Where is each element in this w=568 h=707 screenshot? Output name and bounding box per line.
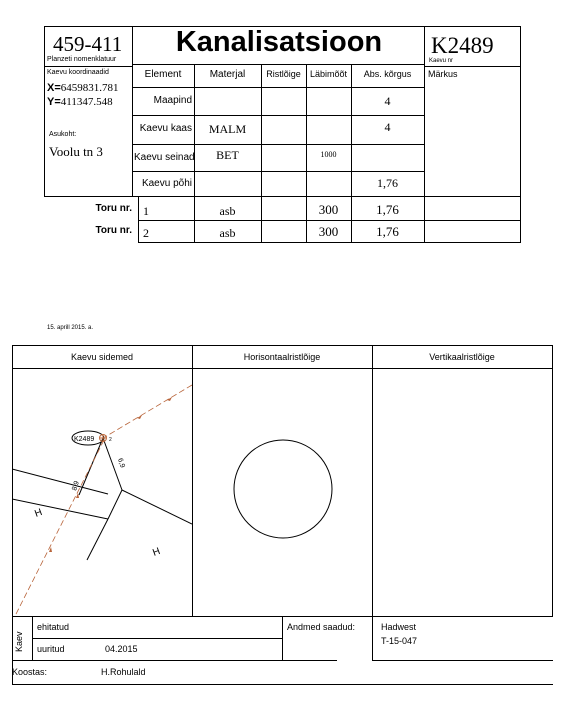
map-nomenclature-caption: Planzeti nomenklatuur bbox=[47, 56, 117, 63]
data-from-label: Andmed saadud: bbox=[287, 622, 356, 632]
built-label: ehitatud bbox=[37, 622, 70, 632]
row-material: MALM bbox=[208, 122, 247, 136]
surveyed-label: uuritud bbox=[37, 644, 65, 654]
dim-right: 6,9 bbox=[116, 457, 126, 469]
row-height: 4 bbox=[384, 120, 391, 134]
pipe-diameter: 300 bbox=[318, 224, 339, 239]
pipe-height: 1,76 bbox=[376, 224, 399, 239]
pipe-height: 1,76 bbox=[376, 202, 399, 217]
surveyed-date: 04.2015 bbox=[105, 644, 138, 654]
row-height: 1,76 bbox=[377, 176, 398, 190]
row-height: 4 bbox=[384, 94, 391, 108]
row-element: Maapind bbox=[153, 95, 192, 106]
section-vertical-title: Vertikaalristlõige bbox=[429, 352, 495, 362]
row-element: Kaevu seinad bbox=[134, 152, 195, 163]
coordinates-label: Kaevu koordinaadid bbox=[47, 69, 109, 76]
row-material: BET bbox=[216, 148, 239, 162]
footer-side-label: Kaev bbox=[14, 631, 24, 652]
hydrant-mark-2: H bbox=[151, 546, 162, 559]
dim-left: 8,9 bbox=[71, 480, 81, 492]
well-number-caption: Kaevu nr bbox=[429, 58, 454, 64]
coord-x-value: 6459831.781 bbox=[60, 82, 119, 94]
sewer-pipe-line bbox=[15, 385, 192, 616]
col-height: Abs. kõrgus bbox=[363, 69, 412, 79]
well-label: K2489 bbox=[74, 436, 95, 443]
compiled-label: Koostas: bbox=[12, 667, 48, 677]
row-element: Kaevu põhi bbox=[141, 178, 192, 189]
well-links-sketch bbox=[12, 369, 192, 616]
data-from-code: T-15-047 bbox=[381, 636, 418, 646]
pipe-no: 2 bbox=[143, 226, 149, 240]
location-label: Asukoht: bbox=[49, 131, 77, 138]
pipe-no: 1 bbox=[143, 204, 149, 218]
row-diameter: 1000 bbox=[320, 150, 337, 159]
pipe-material: asb bbox=[219, 226, 236, 240]
well-number: K2489 bbox=[431, 33, 494, 58]
coord-y-label: Y= bbox=[47, 96, 61, 108]
coord-x bbox=[47, 82, 119, 94]
pipe-material: asb bbox=[219, 204, 236, 218]
well-cross-section-circle bbox=[234, 440, 332, 538]
col-diameter: Läbimõõt bbox=[309, 69, 348, 79]
col-element: Element bbox=[144, 69, 182, 80]
data-from-name: Hadwest bbox=[381, 622, 417, 632]
map-nomenclature: 459-411 bbox=[53, 32, 123, 56]
compiled-name: H.Rohulald bbox=[101, 667, 146, 677]
hydrant-mark-1: H bbox=[33, 507, 44, 520]
location-value: Voolu tn 3 bbox=[49, 144, 103, 159]
pipe-label: Toru nr. bbox=[95, 225, 132, 236]
section-links-title: Kaevu sidemed bbox=[70, 352, 134, 362]
coord-y bbox=[47, 96, 113, 108]
document-title: Kanalisatsioon bbox=[175, 26, 383, 58]
row-element: Kaevu kaas bbox=[139, 123, 192, 134]
pipe-label: Toru nr. bbox=[95, 203, 132, 214]
col-cross: Ristlõige bbox=[266, 69, 301, 79]
pipe-diameter: 300 bbox=[318, 202, 339, 217]
coord-x-label: X= bbox=[47, 82, 61, 94]
horizontal-section-sketch bbox=[192, 369, 372, 616]
col-remark: Märkus bbox=[428, 69, 458, 79]
coord-y-value: 411347.548 bbox=[60, 96, 113, 108]
col-material: Materjal bbox=[209, 69, 246, 80]
document-date: 15. aprill 2015. a. bbox=[47, 325, 94, 331]
pipe-number-label: 2 bbox=[109, 437, 112, 443]
section-horizontal-title: Horisontaalristlõige bbox=[243, 352, 321, 362]
